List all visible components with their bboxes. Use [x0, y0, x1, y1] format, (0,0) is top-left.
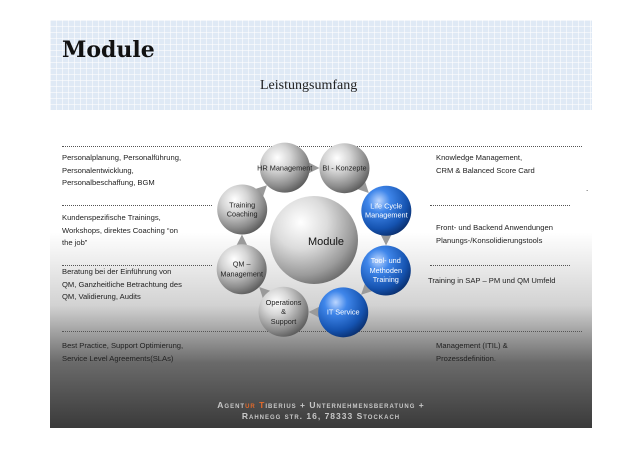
footer-company-b: iberius + Unternehmensberatung +: [265, 400, 425, 410]
module-label: Training Coaching: [226, 200, 258, 219]
footer-company-accent: ur T: [245, 400, 266, 410]
footer: [50, 400, 592, 422]
module-label: IT Service: [326, 307, 360, 317]
right-text-bi: Knowledge Management, CRM & Balanced Score Card: [436, 153, 535, 175]
slide: [50, 20, 592, 428]
slide-subtitle: Leistungsumfang: [260, 78, 358, 93]
core-label: Module: [307, 236, 345, 248]
module-label: BI - Konzepte: [322, 163, 367, 173]
stray-dot: .: [586, 184, 589, 193]
module-label: Tool- und Methoden Training: [369, 256, 403, 285]
right-text-tool: Training in SAP – PM und QM Umfeld: [428, 276, 556, 285]
footer-address: Rahnegg str. 16, 78333 Stockach: [241, 411, 401, 421]
module-label: Operations & Support: [265, 297, 302, 326]
right-text-itservice: Management (ITIL) & Prozessdefinition.: [436, 341, 508, 363]
left-text-training: Kundenspezifische Trainings, Workshops, direktes Coaching “on the job”: [62, 213, 178, 247]
slide-title: Module: [62, 37, 155, 63]
module-label: QM – Management: [220, 259, 263, 279]
module-label: Life Cycle Management: [365, 201, 408, 220]
left-text-qm: Beratung bei der Einführung von QM, Ganzheitliche Betrachtung des QM, Validierung, Audits: [62, 267, 182, 301]
right-text-lifecycle: Front- und Backend Anwendungen Planungs-/Konsolidierungstools: [436, 223, 553, 245]
module-label: HR Management: [257, 162, 313, 172]
footer-company-a: Agent: [217, 400, 246, 410]
module-cycle-diagram: [50, 20, 592, 428]
left-text-hr: Personalplanung, Personalführung, Personalentwicklung, Personalbeschaffung, BGM: [62, 153, 182, 187]
left-text-operations: Best Practice, Support Optimierung, Service Level Agreements(SLAs): [62, 341, 184, 363]
